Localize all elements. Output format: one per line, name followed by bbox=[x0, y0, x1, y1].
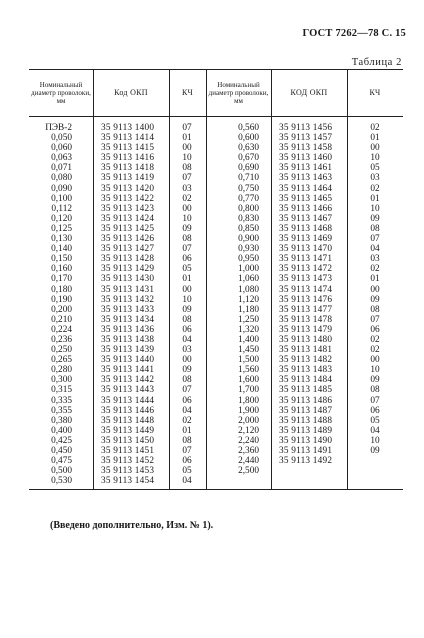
table-cell: 08 bbox=[182, 435, 192, 446]
table-cell: 07 bbox=[182, 446, 192, 456]
okp-table bbox=[29, 69, 403, 490]
table-cell: 02 bbox=[370, 334, 380, 345]
table-cell: 0,190 bbox=[51, 294, 72, 305]
table-cell: 35 9113 1438 bbox=[101, 334, 155, 345]
table-cell: 0,800 bbox=[238, 203, 259, 214]
table-cell: 35 9113 1432 bbox=[101, 294, 155, 305]
table-cell: 35 9113 1490 bbox=[279, 435, 333, 446]
table-cell: 08 bbox=[182, 234, 192, 245]
table-cell: 35 9113 1467 bbox=[279, 213, 333, 224]
table-cell: 01 bbox=[370, 274, 380, 285]
table-cell: 35 9113 1451 bbox=[101, 446, 155, 456]
table-cell: 07 bbox=[370, 314, 380, 325]
table-cell: 35 9113 1400 bbox=[101, 123, 155, 133]
table-cell: 35 9113 1415 bbox=[101, 143, 155, 154]
table-cell: 35 9113 1476 bbox=[279, 294, 333, 305]
table-cell: 00 bbox=[370, 355, 380, 366]
table-cell: 09 bbox=[370, 213, 380, 224]
table-cell: 04 bbox=[182, 476, 192, 487]
table-cell: 03 bbox=[370, 173, 380, 184]
table-cell: 35 9113 1427 bbox=[101, 244, 155, 255]
table-cell: 35 9113 1466 bbox=[279, 203, 333, 214]
table-cell: 00 bbox=[370, 143, 380, 154]
table-cell: 35 9113 1477 bbox=[279, 304, 333, 315]
table-cell: 01 bbox=[182, 133, 192, 144]
table-cell: 06 bbox=[370, 324, 380, 335]
table-cell: 2,440 bbox=[238, 456, 259, 467]
table-cell: 0,930 bbox=[238, 244, 259, 255]
table-cell: 35 9113 1416 bbox=[101, 153, 155, 164]
table-cell: 35 9113 1448 bbox=[101, 415, 155, 426]
table-cell: 09 bbox=[182, 223, 192, 234]
table-cell: 06 bbox=[182, 254, 192, 265]
table-cell: 35 9113 1487 bbox=[279, 405, 333, 416]
table-cell: 10 bbox=[370, 365, 380, 376]
page-header-reference: ГОСТ 7262—78 С. 15 bbox=[302, 28, 406, 39]
table-cell: 0,380 bbox=[51, 415, 72, 426]
table-cell: 35 9113 1453 bbox=[101, 466, 155, 477]
table-cell: 35 9113 1434 bbox=[101, 314, 155, 325]
table-cell: 35 9113 1460 bbox=[279, 153, 333, 164]
table-cell: 35 9113 1463 bbox=[279, 173, 333, 184]
table-cell: 0,224 bbox=[51, 324, 72, 335]
table-cell: 1,250 bbox=[238, 314, 259, 325]
table-cell: 35 9113 1450 bbox=[101, 435, 155, 446]
table-cell: 0,112 bbox=[51, 203, 72, 214]
table-cell: 09 bbox=[370, 446, 380, 456]
table-cell: 1,600 bbox=[238, 375, 259, 386]
table-cell: 09 bbox=[182, 304, 192, 315]
table-cell: 35 9113 1474 bbox=[279, 284, 333, 295]
table-cell: 0,770 bbox=[238, 193, 259, 204]
table-cell: 35 9113 1452 bbox=[101, 456, 155, 467]
table-cell: 35 9113 1436 bbox=[101, 324, 155, 335]
table-cell: 35 9113 1418 bbox=[101, 163, 155, 174]
table-cell: 35 9113 1470 bbox=[279, 244, 333, 255]
table-cell: 1,060 bbox=[238, 274, 259, 285]
table-cell: 0,315 bbox=[51, 385, 72, 396]
table-cell: 35 9113 1420 bbox=[101, 183, 155, 194]
table-cell: 07 bbox=[370, 234, 380, 245]
left-okp-column bbox=[101, 123, 154, 486]
header-diameter-left: Номинальный диаметр проволоки, мм bbox=[31, 81, 91, 105]
table-cell: 08 bbox=[182, 163, 192, 174]
table-cell: 1,000 bbox=[238, 264, 259, 275]
table-cell: 35 9113 1464 bbox=[279, 183, 333, 194]
table-cell: 01 bbox=[182, 425, 192, 436]
table-cell: 35 9113 1472 bbox=[279, 264, 333, 275]
table-cell: 04 bbox=[370, 425, 380, 436]
table-cell: 35 9113 1457 bbox=[279, 133, 333, 144]
table-cell: 05 bbox=[182, 466, 192, 477]
table-cell: 35 9113 1481 bbox=[279, 345, 333, 356]
table-cell: 10 bbox=[182, 294, 192, 305]
table-cell: 35 9113 1484 bbox=[279, 375, 333, 386]
table-cell: 0,100 bbox=[51, 193, 72, 204]
table-cell: 35 9113 1423 bbox=[101, 203, 155, 214]
table-cell: 0,250 bbox=[51, 345, 72, 356]
table-cell: 04 bbox=[370, 244, 380, 255]
table-cell: 0,140 bbox=[51, 244, 72, 255]
table-cell: 00 bbox=[182, 284, 192, 295]
table-cell: 35 9113 1414 bbox=[101, 133, 155, 144]
table-cell: 0,280 bbox=[51, 365, 72, 376]
table-cell: 0,150 bbox=[51, 254, 72, 265]
table-cell: 0,950 bbox=[238, 254, 259, 265]
table-cell: 2,360 bbox=[238, 446, 259, 456]
header-okp-right: КОД ОКП bbox=[290, 88, 328, 97]
table-cell: 35 9113 1430 bbox=[101, 274, 155, 285]
table-cell: 35 9113 1456 bbox=[279, 123, 333, 133]
table-cell: 07 bbox=[182, 173, 192, 184]
table-cell: 0,300 bbox=[51, 375, 72, 386]
table-cell: 2,000 bbox=[238, 415, 259, 426]
table-cell: 06 bbox=[370, 405, 380, 416]
table-cell: 0,690 bbox=[238, 163, 259, 174]
table-cell: 35 9113 1419 bbox=[101, 173, 155, 184]
table-cell: 2,500 bbox=[238, 466, 259, 477]
table-cell: 35 9113 1492 bbox=[279, 456, 333, 467]
left-diameter-column bbox=[29, 123, 72, 486]
table-cell: 0,160 bbox=[51, 264, 72, 275]
table-cell: 02 bbox=[370, 264, 380, 275]
table-cell: 1,080 bbox=[238, 284, 259, 295]
table-cell: 35 9113 1461 bbox=[279, 163, 333, 174]
table-cell: 35 9113 1482 bbox=[279, 355, 333, 366]
table-cell: 06 bbox=[182, 324, 192, 335]
table-cell: 03 bbox=[370, 254, 380, 265]
table-cell: 02 bbox=[182, 415, 192, 426]
table-cell: 35 9113 1433 bbox=[101, 304, 155, 315]
left-kch-column bbox=[177, 123, 197, 486]
table-cell: 1,560 bbox=[238, 365, 259, 376]
table-cell: 35 9113 1442 bbox=[101, 375, 155, 386]
table-label: Таблица 2 bbox=[351, 57, 402, 68]
table-cell: 00 bbox=[370, 284, 380, 295]
table-cell: 0,210 bbox=[51, 314, 72, 325]
header-kch-right: КЧ bbox=[369, 88, 381, 97]
table-cell: 0,265 bbox=[51, 355, 72, 366]
table-cell: 1,700 bbox=[238, 385, 259, 396]
table-cell: 35 9113 1488 bbox=[279, 415, 333, 426]
column-divider bbox=[271, 70, 272, 489]
column-divider bbox=[169, 70, 170, 489]
table-cell: 10 bbox=[370, 435, 380, 446]
table-cell: 35 9113 1485 bbox=[279, 385, 333, 396]
table-cell: 09 bbox=[182, 365, 192, 376]
table-cell: 08 bbox=[370, 223, 380, 234]
table-cell: 02 bbox=[182, 193, 192, 204]
table-cell: 0,475 bbox=[51, 456, 72, 467]
table-cell: 35 9113 1431 bbox=[101, 284, 155, 295]
table-cell: 2,120 bbox=[238, 425, 259, 436]
table-cell: 0,170 bbox=[51, 274, 72, 285]
table-cell: 35 9113 1491 bbox=[279, 446, 333, 456]
table-cell: 09 bbox=[370, 375, 380, 386]
table-cell: 06 bbox=[182, 395, 192, 406]
table-cell: 35 9113 1424 bbox=[101, 213, 155, 224]
table-cell: 35 9113 1478 bbox=[279, 314, 333, 325]
table-cell: 35 9113 1465 bbox=[279, 193, 333, 204]
table-cell: 35 9113 1486 bbox=[279, 395, 333, 406]
table-cell: 0,080 bbox=[51, 173, 72, 184]
table-cell: 02 bbox=[370, 123, 380, 133]
table-cell: 1,800 bbox=[238, 395, 259, 406]
footnote: (Введено дополнительно, Изм. № 1). bbox=[50, 520, 214, 531]
table-cell: 35 9113 1480 bbox=[279, 334, 333, 345]
table-cell: 08 bbox=[182, 314, 192, 325]
table-cell: 03 bbox=[182, 345, 192, 356]
table-cell: 0,450 bbox=[51, 446, 72, 456]
table-cell: 01 bbox=[182, 274, 192, 285]
table-cell: 00 bbox=[182, 203, 192, 214]
table-cell: 35 9113 1444 bbox=[101, 395, 155, 406]
table-cell: 06 bbox=[182, 456, 192, 467]
table-cell: 35 9113 1441 bbox=[101, 365, 155, 376]
table-cell: 0,180 bbox=[51, 284, 72, 295]
table-cell: 02 bbox=[370, 183, 380, 194]
table-cell: 0,670 bbox=[238, 153, 259, 164]
table-cell: 0,850 bbox=[238, 223, 259, 234]
table-cell: 0,120 bbox=[51, 213, 72, 224]
table-cell: 35 9113 1489 bbox=[279, 425, 333, 436]
table-cell: 1,450 bbox=[238, 345, 259, 356]
table-cell: 35 9113 1425 bbox=[101, 223, 155, 234]
table-cell: 35 9113 1469 bbox=[279, 234, 333, 245]
right-diameter-column bbox=[206, 123, 259, 476]
table-cell: 0,355 bbox=[51, 405, 72, 416]
table-cell: 0,530 bbox=[51, 476, 72, 487]
table-cell: 1,180 bbox=[238, 304, 259, 315]
table-cell: 05 bbox=[182, 264, 192, 275]
table-cell: 0,425 bbox=[51, 435, 72, 446]
table-cell: 35 9113 1440 bbox=[101, 355, 155, 366]
table-cell: 0,900 bbox=[238, 234, 259, 245]
table-cell: 1,320 bbox=[238, 324, 259, 335]
table-cell: 00 bbox=[182, 355, 192, 366]
table-cell: 1,120 bbox=[238, 294, 259, 305]
table-cell: 08 bbox=[370, 304, 380, 315]
table-cell: 0,090 bbox=[51, 183, 72, 194]
table-cell: 0,600 bbox=[238, 133, 259, 144]
table-cell: 10 bbox=[370, 153, 380, 164]
table-cell: 35 9113 1471 bbox=[279, 254, 333, 265]
table-cell: 01 bbox=[370, 133, 380, 144]
table-cell: 1,900 bbox=[238, 405, 259, 416]
table-cell: 04 bbox=[182, 334, 192, 345]
table-cell: 0,560 bbox=[238, 123, 259, 133]
table-cell: 35 9113 1449 bbox=[101, 425, 155, 436]
table-cell: 0,335 bbox=[51, 395, 72, 406]
table-cell: 03 bbox=[182, 183, 192, 194]
table-cell: 35 9113 1439 bbox=[101, 345, 155, 356]
header-diameter-right: Номинальный диаметр проволоки, мм bbox=[208, 81, 269, 105]
column-divider bbox=[93, 70, 94, 489]
header-okp-left: Код ОКП bbox=[114, 88, 148, 97]
table-cell: 0,500 bbox=[51, 466, 72, 477]
table-cell: 35 9113 1428 bbox=[101, 254, 155, 265]
table-cell: 35 9113 1473 bbox=[279, 274, 333, 285]
table-cell: 0,236 bbox=[51, 334, 72, 345]
table-cell: 10 bbox=[182, 153, 192, 164]
table-cell: 0,200 bbox=[51, 304, 72, 315]
table-cell: 10 bbox=[370, 203, 380, 214]
table-cell: 07 bbox=[182, 385, 192, 396]
table-cell: 00 bbox=[182, 143, 192, 154]
table-cell: 2,240 bbox=[238, 435, 259, 446]
table-cell: 02 bbox=[370, 345, 380, 356]
table-cell: 0,830 bbox=[238, 213, 259, 224]
table-cell: 0,050 bbox=[51, 133, 72, 144]
right-kch-column bbox=[365, 123, 385, 456]
table-cell: 07 bbox=[370, 395, 380, 406]
table-cell: 0,071 bbox=[51, 163, 72, 174]
table-cell: 35 9113 1426 bbox=[101, 234, 155, 245]
table-cell: 05 bbox=[370, 163, 380, 174]
table-cell: 04 bbox=[182, 405, 192, 416]
table-cell: 09 bbox=[370, 294, 380, 305]
table-cell: ПЭВ-2 bbox=[45, 123, 72, 133]
table-cell: 0,400 bbox=[51, 425, 72, 436]
table-cell: 35 9113 1454 bbox=[101, 476, 155, 487]
table-cell: 07 bbox=[182, 123, 192, 133]
table-cell: 35 9113 1443 bbox=[101, 385, 155, 396]
table-cell: 35 9113 1479 bbox=[279, 324, 333, 335]
table-cell: 0,125 bbox=[51, 223, 72, 234]
table-cell: 08 bbox=[370, 385, 380, 396]
table-cell: 35 9113 1422 bbox=[101, 193, 155, 204]
table-cell: 1,400 bbox=[238, 334, 259, 345]
header-kch-left: КЧ bbox=[181, 88, 194, 97]
table-cell: 07 bbox=[182, 244, 192, 255]
right-okp-column bbox=[279, 123, 332, 466]
table-cell: 01 bbox=[370, 193, 380, 204]
table-cell: 0,750 bbox=[238, 183, 259, 194]
table-cell: 35 9113 1446 bbox=[101, 405, 155, 416]
table-cell: 35 9113 1483 bbox=[279, 365, 333, 376]
table-cell: 35 9113 1429 bbox=[101, 264, 155, 275]
table-cell: 0,710 bbox=[238, 173, 259, 184]
table-cell: 0,060 bbox=[51, 143, 72, 154]
column-divider bbox=[347, 70, 348, 489]
table-cell: 10 bbox=[182, 213, 192, 224]
table-cell: 05 bbox=[370, 415, 380, 426]
table-cell: 35 9113 1458 bbox=[279, 143, 333, 154]
table-cell: 0,063 bbox=[51, 153, 72, 164]
table-cell: 35 9113 1468 bbox=[279, 223, 333, 234]
table-cell: 0,630 bbox=[238, 143, 259, 154]
table-cell: 1,500 bbox=[238, 355, 259, 366]
table-cell: 0,130 bbox=[51, 234, 72, 245]
table-cell: 08 bbox=[182, 375, 192, 386]
